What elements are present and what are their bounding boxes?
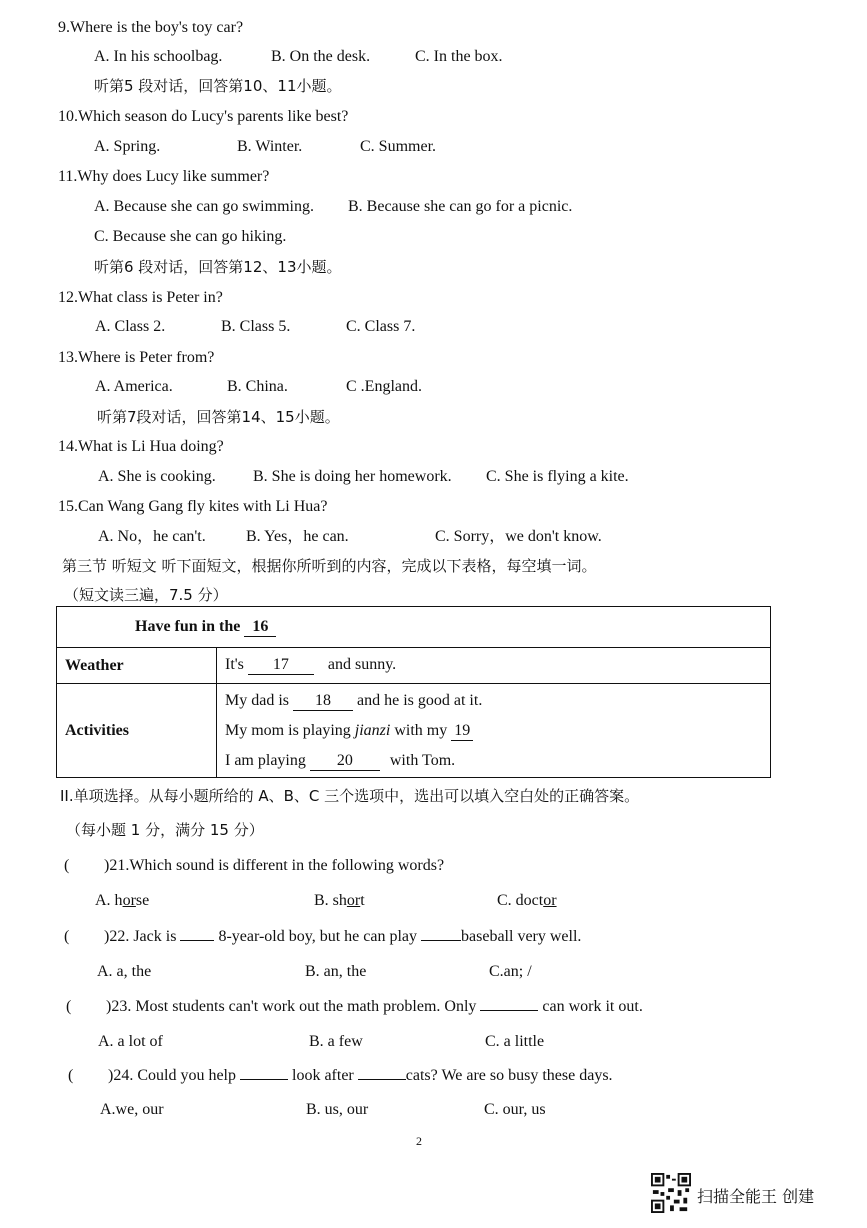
question-11: 11.Why does Lucy like summer?	[58, 168, 270, 185]
q11-option-b: B. Because she can go for a picnic.	[348, 198, 573, 215]
section3-heading: 第三节 听短文 听下面短文，根据你所听到的内容，完成以下表格，每空填一词。	[62, 557, 597, 575]
q13-option-a: A. America.	[95, 378, 173, 395]
weather-post: and sunny.	[327, 656, 397, 673]
q15-option-c: C. Sorry，we don't know.	[435, 528, 602, 545]
q24-option-b: B. us, our	[306, 1101, 369, 1118]
q24-paren[interactable]: (	[68, 1067, 74, 1084]
q22-paren[interactable]: (	[64, 928, 70, 945]
scanner-watermark: 扫描全能王 创建	[697, 1187, 815, 1206]
q9-option-b: B. On the desk.	[271, 48, 371, 65]
part2-sub: （每小题 1 分，满分 15 分）	[66, 821, 264, 839]
q12-option-a: A. Class 2.	[95, 318, 166, 335]
blank-19[interactable]: 19	[451, 722, 473, 741]
q15-option-b: B. Yes，he can.	[246, 528, 349, 545]
listening-note-5: 听第5 段对话，回答第10、11小题。	[94, 77, 342, 95]
q11-option-c: C. Because she can go hiking.	[94, 228, 287, 245]
q21-paren[interactable]: (	[64, 857, 70, 874]
weather-label: Weather	[57, 648, 217, 684]
q22-option-a: A. a, the	[97, 963, 152, 980]
question-14: 14.What is Li Hua doing?	[58, 438, 224, 455]
question-21: )21.Which sound is different in the following words?	[104, 857, 445, 874]
act1-post: and he is good at it.	[357, 691, 483, 709]
activities-cell	[217, 684, 771, 778]
weather-cell	[217, 648, 771, 684]
q9-option-c: C. In the box.	[415, 48, 503, 65]
qr-code-icon	[651, 1173, 691, 1213]
act1-pre: My dad is	[225, 691, 289, 709]
page-number: 2	[416, 1134, 422, 1148]
q24-option-a: A.we, our	[100, 1101, 164, 1118]
q24-option-c: C. our, us	[484, 1101, 546, 1118]
part2-heading: II.单项选择。从每小题所给的 A、B、C 三个选项中，选出可以填入空白处的正确答案。	[60, 787, 640, 805]
fill-in-table	[56, 606, 771, 778]
q13-option-b: B. China.	[227, 378, 288, 395]
q10-option-a: A. Spring.	[94, 138, 161, 155]
q22-option-c: C.an; /	[489, 963, 532, 980]
q12-option-c: C. Class 7.	[346, 318, 416, 335]
table-title: Have fun in the	[135, 617, 241, 635]
q10-option-b: B. Winter.	[237, 138, 303, 155]
act2-italic: jianzi	[354, 721, 391, 739]
q23-option-b: B. a few	[309, 1033, 363, 1050]
q10-option-c: C. Summer.	[360, 138, 437, 155]
q13-option-c: C .England.	[346, 378, 422, 395]
q14-option-c: C. She is flying a kite.	[486, 468, 629, 485]
q15-option-a: A. No，he can't.	[98, 528, 206, 545]
act2-mid: with my	[394, 721, 448, 739]
blank-17[interactable]: 17	[248, 656, 314, 675]
listening-note-6: 听第6 段对话，回答第12、13小题。	[94, 258, 342, 276]
activity-line-1	[225, 686, 762, 716]
q12-option-b: B. Class 5.	[221, 318, 291, 335]
question-22: )22. Jack is 8-year-old boy, but he can play baseball very well.	[104, 928, 582, 945]
q21-option-c: C. doctor	[497, 892, 557, 909]
q14-option-a: A. She is cooking.	[98, 468, 216, 485]
question-13: 13.Where is Peter from?	[58, 349, 215, 366]
blank-16[interactable]: 16	[244, 618, 276, 637]
q9-option-a: A. In his schoolbag.	[94, 48, 223, 65]
act3-post: with Tom.	[389, 751, 456, 769]
q21-option-a: A. horse	[95, 892, 150, 909]
q23-paren[interactable]: (	[66, 998, 72, 1015]
question-10: 10.Which season do Lucy's parents like best?	[58, 108, 349, 125]
activity-line-2	[225, 716, 762, 746]
q23-option-c: C. a little	[485, 1033, 545, 1050]
act2-pre: My mom is playing	[225, 721, 351, 739]
blank-18[interactable]: 18	[293, 692, 353, 711]
q11-option-a: A. Because she can go swimming.	[94, 198, 314, 215]
question-12: 12.What class is Peter in?	[58, 289, 223, 306]
question-24: )24. Could you help look after cats? We are so busy these days.	[108, 1067, 613, 1084]
q21-option-b: B. short	[314, 892, 365, 909]
q23-option-a: A. a lot of	[98, 1033, 163, 1050]
table-title-cell	[57, 607, 771, 648]
act3-pre: I am playing	[225, 751, 306, 769]
weather-pre: It's	[225, 656, 244, 673]
section3-sub: （短文读三遍，7.5 分）	[64, 586, 228, 604]
blank-20[interactable]: 20	[310, 752, 380, 771]
q14-option-b: B. She is doing her homework.	[253, 468, 452, 485]
activities-label: Activities	[57, 684, 217, 778]
question-23: )23. Most students can't work out the math problem. Only can work it out.	[106, 998, 643, 1015]
listening-note-7: 听第7段对话，回答第14、15小题。	[97, 408, 340, 426]
q22-option-b: B. an, the	[305, 963, 367, 980]
question-15: 15.Can Wang Gang fly kites with Li Hua?	[58, 498, 328, 515]
activity-line-3	[225, 746, 762, 776]
question-9: 9.Where is the boy's toy car?	[58, 19, 244, 36]
